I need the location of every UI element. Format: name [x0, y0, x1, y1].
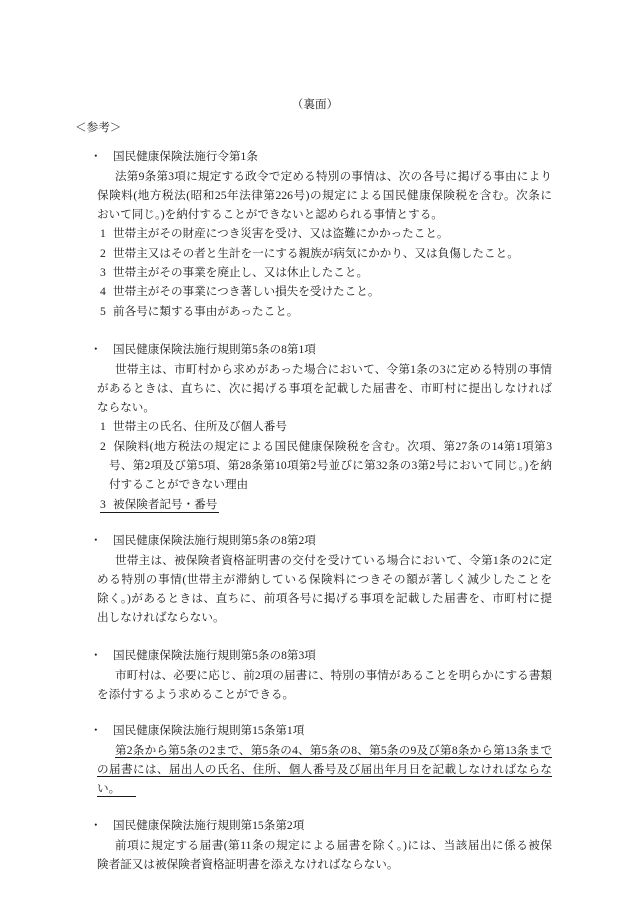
section-title: 国民健康保険法施行規則第15条第1項	[113, 724, 305, 738]
paragraph-line: める特別の事情(世帯主が滞納している保険料につきその額が著しく減少したことを	[97, 572, 552, 586]
paragraph-line: 出しなければならない。	[97, 611, 225, 625]
paragraph-line: があるときは、直ちに、次に掲げる事項を記載した届書を、市町村に提出しなければ	[97, 381, 552, 395]
paragraph-line: 保険料(地方税法(昭和25年法律第226号)の規定による国民健康保険税を含む。次条に	[97, 188, 552, 202]
list-item-text: 世帯主がその事業につき著しい損失を受けたこと。	[113, 285, 380, 299]
section-title: 国民健康保険法施行規則第5条の8第1項	[113, 343, 316, 357]
section-heading	[0, 646, 630, 665]
list-item-number: 1	[100, 420, 106, 434]
list-item	[100, 263, 552, 282]
paragraph-line-underlined	[97, 779, 552, 798]
section-heading	[0, 147, 630, 166]
paragraph-line: おいて同じ。)を納付することができないと認められる事情とする。	[97, 208, 443, 222]
list-item	[100, 224, 552, 243]
paragraph-line-underlined: の届書には、届出人の氏名、住所、個人番号及び届出年月日を記載しなければならな	[97, 762, 552, 776]
paragraph-line: 市町村は、必要に応じ、前2項の届書に、特別の事情があることを明らかにする書類	[115, 668, 552, 682]
paragraph-line: 前項に規定する届書(第11条の規定による届書を除く。)には、当該届出に係る被保	[115, 838, 552, 852]
paragraph-line: 法第9条第3項に規定する政令で定める特別の事情は、次の各号に掲げる事由により	[115, 169, 552, 183]
list-item-text: 被保険者記号・番号	[113, 497, 218, 511]
list-item-text: 前各号に類する事由があったこと。	[113, 304, 299, 318]
list-item-number: 1	[100, 227, 106, 241]
paragraph-line-underlined: 第2条から第5条の2まで、第5条の4、第5条の8、第5条の9及び第8条から第13条まで	[115, 743, 552, 757]
section-title: 国民健康保険法施行令第1条	[113, 150, 258, 164]
list-item	[100, 302, 552, 321]
section-title: 国民健康保険法施行規則第15条第2項	[113, 819, 305, 833]
underlined-item	[100, 497, 219, 513]
section-heading	[0, 531, 630, 550]
reference-section-rule-art5-8-3	[0, 646, 630, 704]
bullet-icon: ・	[90, 724, 102, 738]
paragraph-line: ならない。	[97, 401, 155, 415]
list-item	[100, 437, 552, 456]
bullet-icon: ・	[90, 819, 102, 833]
paragraph-line: 険者証又は被保険者資格証明書を添えなければならない。	[97, 857, 399, 871]
bullet-icon: ・	[90, 150, 102, 164]
underlined-text: い。	[97, 781, 136, 797]
list-item	[100, 495, 552, 514]
list-item-number: 3	[100, 266, 106, 280]
list-item-text: 世帯主がその財産につき災害を受け、又は盗難にかかったこと。	[113, 227, 449, 241]
list-item-number: 4	[100, 285, 106, 299]
section-heading	[0, 721, 630, 740]
reference-section-ordinance-art1	[0, 147, 630, 321]
list-item	[100, 282, 552, 301]
paragraph-line: 世帯主は、市町村から求めがあった場合において、令第1条の3に定める特別の事情	[115, 362, 552, 376]
list-item-text: 世帯主がその事業を廃止し、又は休止したこと。	[113, 266, 369, 280]
reference-heading: ＜参考＞	[75, 121, 122, 135]
list-item-text: 保険料(地方税法の規定による国民健康保険税を含む。次項、第27条の14第1項第3	[113, 439, 552, 453]
list-item	[100, 417, 552, 436]
paragraph-line: を添付するよう求めることができる。	[97, 687, 295, 701]
section-heading	[0, 816, 630, 835]
list-item-number: 5	[100, 304, 106, 318]
list-item-number: 2	[100, 246, 106, 260]
reference-section-rule-art15-1	[0, 721, 630, 798]
section-heading	[0, 340, 630, 359]
reference-section-rule-art15-2	[0, 816, 630, 874]
list-item	[100, 244, 552, 263]
list-item-number: 3	[100, 497, 106, 511]
paragraph-line: 世帯主は、被保険者資格証明書の交付を受けている場合において、令第1条の2に定	[115, 553, 552, 567]
section-title: 国民健康保険法施行規則第5条の8第3項	[113, 649, 316, 663]
bullet-icon: ・	[90, 534, 102, 548]
list-item-continuation: 付することができない理由	[109, 478, 249, 492]
reference-section-rule-art5-8-2	[0, 531, 630, 627]
list-item-text: 世帯主又はその者と生計を一にする親族が病気にかかり、又は負傷したこと。	[113, 246, 519, 260]
section-title: 国民健康保険法施行規則第5条の8第2項	[113, 534, 316, 548]
bullet-icon: ・	[90, 343, 102, 357]
bullet-icon: ・	[90, 649, 102, 663]
paragraph-line: 除く。)があるときは、直ちに、前項各号に掲げる事項を記載した届書を、市町村に提	[97, 592, 552, 606]
list-item-number: 2	[100, 439, 106, 453]
reference-section-rule-art5-8-1	[0, 340, 630, 514]
list-item-continuation: 号、第2項及び第5項、第28条第10項第2号並びに第32条の3第2号において同じ。)を納	[109, 459, 552, 473]
list-item-text: 世帯主の氏名、住所及び個人番号	[113, 420, 287, 434]
page-side-label: （裏面）	[291, 98, 339, 112]
